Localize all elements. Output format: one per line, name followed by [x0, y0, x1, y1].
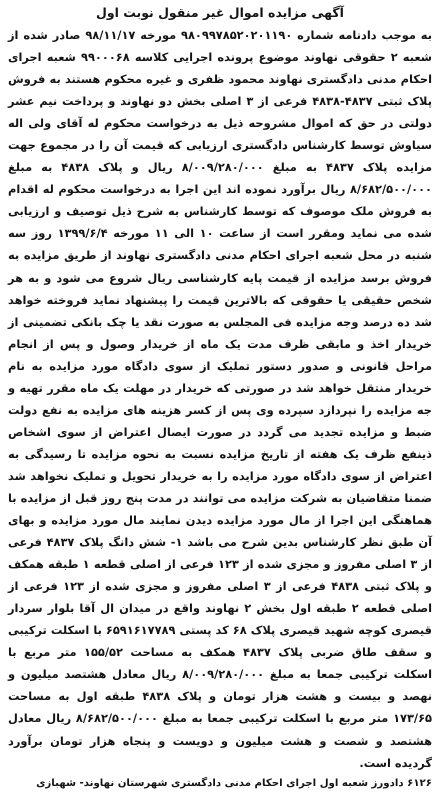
notice-footer: ۶۱۲۶ دادورز شعبه اول اجرای احکام مدنی دادگستری شهرستان نهاوند- شهبازی [36, 777, 432, 789]
notice-body: به موجب دادنامه شماره ۹۸۰۹۹۷۸۵۲۰۲۰۱۱۹۰ مورخه ۹۸/۱۱/۱۷ صادر شده از شعبه ۲ حقوقی نهاوند موضوع پرونده اجرایی کلاسه ۹۹۰۰۰۶۸ شعبه اجرای احکام مدنی دادگستری نهاوند محمود ظفری و غیره محکوم هستند به فروش پلاک ثبتی ۴۸۳۷-۴۸۳۸ فرعی از ۳ اصلی بخش دو نهاوند و پرداخت نیم عشر دولتی در حق که اموال مشروحه ذیل به درخواست محکوم له آقای ولی اله سیاوش توسط کارشناس دادگستری ارزیابی که قیمت آن را در مجموع جهت مزایده پلاک ۴۸۳۷ به مبلغ ۸/۰۰۹/۲۸۰/۰۰۰ ریال و پلاک ۴۸۳۸ به مبلغ ۸/۶۸۲/۵۰۰/۰۰۰ ریال برآورد نموده اند این اجرا به درخواست محکوم له اقدام به فروش ملک موصوف که توسط کارشناس به شرح ذیل توصیف و ارزیابی شده می نماید ومقرر است از ساعت ۱۰ الی ۱۱ مورخه ۱۳۹۹/۶/۴ روز سه شنبه در محل شعبه اجرای احکام مدنی دادگستری نهاوند از طریق مزایده به فروش برسد مزایده از قیمت پایه کارشناسی ریال شروع می شود و به هر شخص حقیقی یا حقوقی که بالاترین قیمت را پیشنهاد نماید فروخته خواهد شد ده درصد وجه مزایده فی المجلس به صورت نقد یا چک بانکی تضمینی از خریدار اخذ و مابقی ظرف مدت یک ماه از خریدار وصول و پس از انجام مراحل قانونی و صدور دستور تملیک از سوی دادگاه مورد مزایده به نام خریدار منتقل خواهد شد در صورتی که خریدار در مهلت یک ماه مقرر تهیه و جه مزایده را نپردازد سپرده وی پس از کسر هزینه های مزایده به نفع دولت ضبط و مزایده تجدید می گردد در صورت ایصال اعتراض از سوی اشخاص ذینفع ظرف یک هفته از تاریخ مزایده نسبت به نحوه مزایده تا رسیدگی به اعتراض از سوی دادگاه مورد مزایده را به خریدار تحویل و تملیک نخواهد شد ضمنا متقاضیان به شرکت مزایده می توانند در مدت پنج روز قبل از مزایده با هماهنگی این اجرا از مال مورد مزایده دیدن نمایند مال مورد مزایده و بهای آن طبق نظر کارشناس بدین شرح می باشد ۱- شش دانگ پلاک ۴۸۳۷ فرعی از ۳ اصلی مفروز و مجزی شده از ۱۲۳ فرعی از اصلی قطعه ۱ طبقه همکف و پلاک ثبتی ۴۸۳۸ فرعی از ۳ اصلی مفروز و مجزی شده از ۱۲۳ فرعی از اصلی قطعه ۲ طبقه اول بخش ۲ نهاوند واقع در میدان ال آقا بلوار سردار قیصری کوچه شهید قیصری پلاک ۶۸ کد پستی ۶۵۹۱۶۱۷۷۸۹ با اسکلت ترکیبی و سقف طاق ضربی پلاک ۴۸۳۷ همکف به مساحت ۱۵۵/۵۲ متر مربع با اسکلت ترکیبی جمعا به مبلغ ۸/۰۰۹/۲۸۰/۰۰۰ ریال معادل هشتصد میلیون و نهصد و بیست و هشت هزار تومان و پلاک ۴۸۳۸ طبقه اول به مساحت ۱۷۳/۶۵ متر مربع با اسکلت ترکیبی جمعا به مبلغ ۸/۶۸۲/۵۰۰/۰۰۰ ریال معادل هشتصد و شصت و هشت میلیون و دویست و پنجاه هزار تومان برآورد گردیده است. [8, 28, 433, 770]
notice-title: آگهی مزایده اموال غیر منقول نوبت اول [96, 5, 344, 20]
